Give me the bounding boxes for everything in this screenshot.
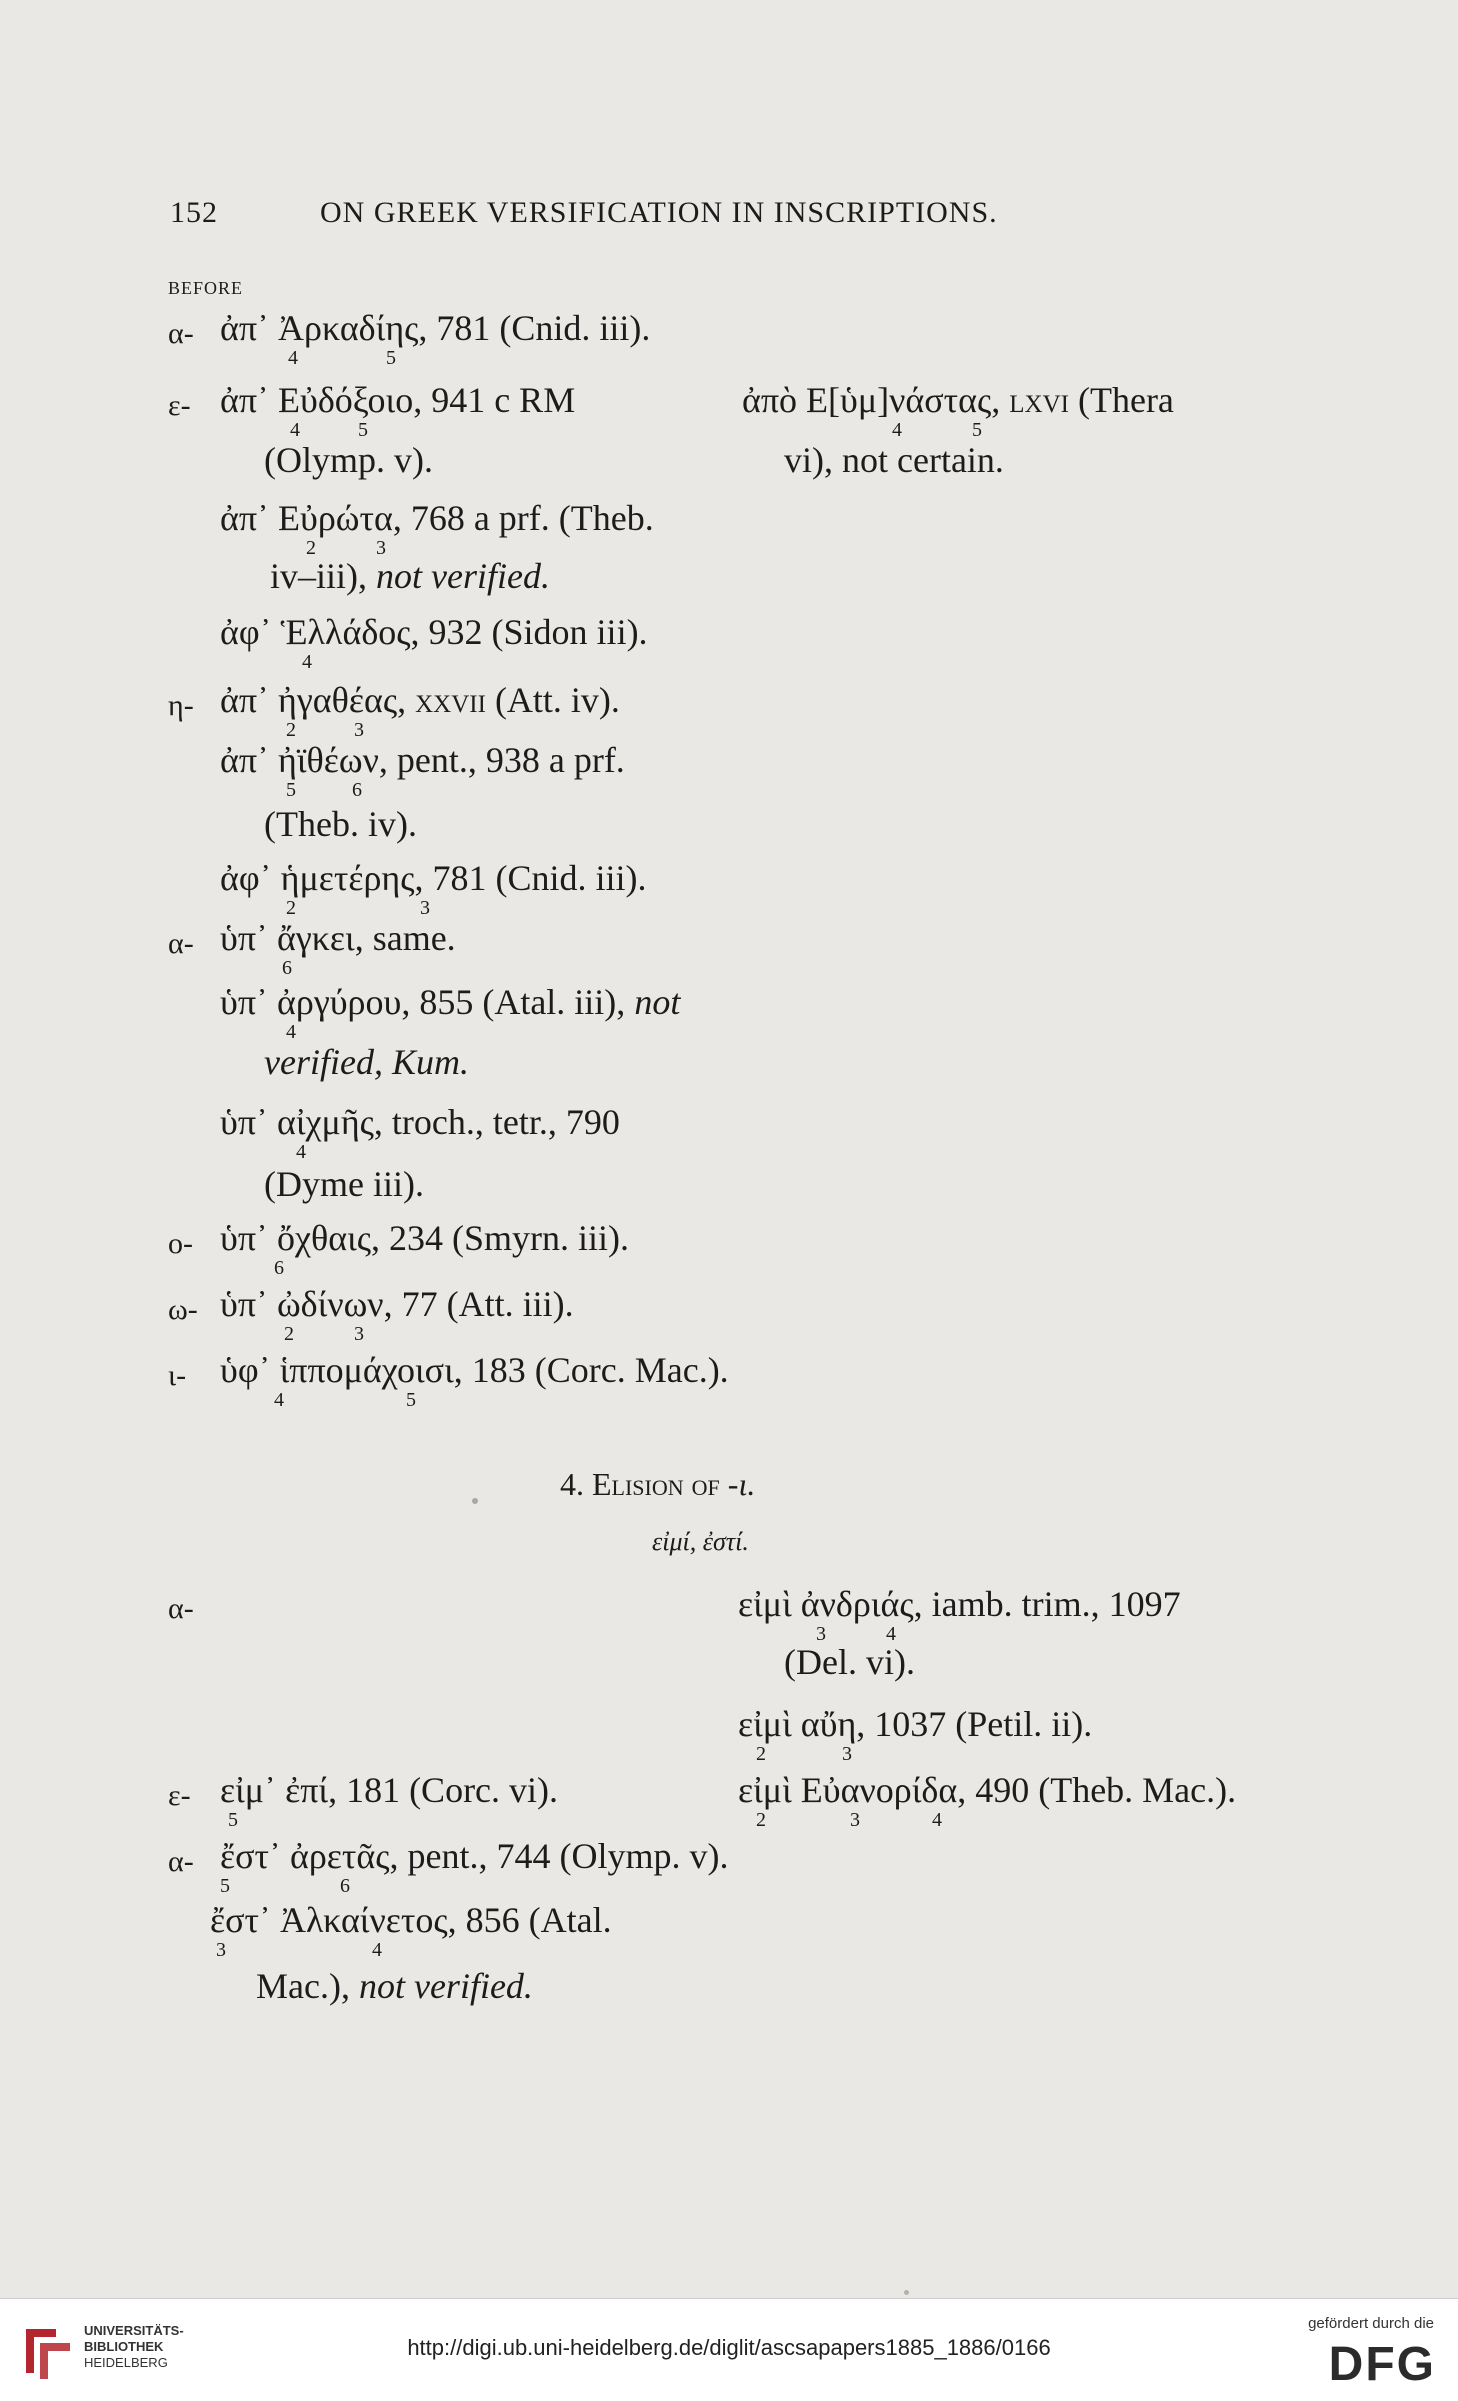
syllable-number: 2 [286, 719, 296, 741]
syllable-number: 3 [354, 1323, 364, 1345]
syllable-number: 3 [420, 897, 430, 919]
syllable-number: 6 [352, 779, 362, 801]
entry-text: ὑφ᾽ ἱππομάχοισι, 183 (Corc. Mac.). [220, 1350, 729, 1390]
roman-numeral: lxvi [1009, 380, 1069, 420]
syllable-number: 4 [286, 1021, 296, 1043]
italic-note: not verified. [376, 556, 550, 596]
entry-line [738, 1584, 1181, 1645]
syllable-number: 2 [756, 1809, 766, 1831]
syllable-number: 3 [216, 1939, 226, 1961]
syllable-number: 4 [302, 651, 312, 673]
syllable-number: 5 [972, 419, 982, 441]
entry-label: α- [168, 317, 194, 350]
italic-note: not [634, 982, 681, 1022]
syllable-number: 6 [340, 1875, 350, 1897]
syllable-number: 3 [376, 537, 386, 559]
entry-text: ἀπ᾽ ἠγαθέας, xxvii (Att. iv). [220, 680, 620, 720]
entry-label: ι- [168, 1359, 187, 1392]
syllable-number: 4 [274, 1389, 284, 1411]
entry-text: ἀπὸ Ε[ὑμ]νάστας, [742, 380, 1001, 420]
entry-text: ἀπ᾽ Ἀρκαδίης, 781 (Cnid. iii). [220, 308, 651, 348]
syllable-number: 3 [816, 1623, 826, 1645]
italic-note: not verified. [358, 1966, 533, 2006]
entry-label: α- [168, 927, 194, 960]
entry-text: εἰμὶ Εὐανορίδα, 490 (Theb. Mac.). [738, 1770, 1237, 1810]
syllable-number: 3 [850, 1809, 860, 1831]
entry-text: εἰμ᾽ ἐπί, 181 (Corc. vi). [220, 1770, 559, 1810]
syllable-number: 2 [284, 1323, 294, 1345]
entry-line [220, 498, 654, 559]
syllable-number: 2 [306, 537, 316, 559]
entry-line [738, 1704, 1093, 1765]
entry-continuation: Mac.), not verified. [256, 1966, 533, 2006]
entry-label: ω- [168, 1293, 198, 1326]
footer-bar [0, 2298, 1458, 2401]
entry-line [742, 380, 1174, 441]
syllable-number: 4 [288, 347, 298, 369]
entry-text: ἀπ᾽ Εὐδόξοιο, 941 c RM [220, 380, 576, 420]
syllable-number: 5 [220, 1875, 230, 1897]
syllable-number: 4 [290, 419, 300, 441]
entry-text: ἀπ᾽ Εὐρώτα, 768 a prf. (Theb. [220, 498, 654, 538]
paper-speck [904, 2290, 909, 2295]
running-title: ON GREEK VERSIFICATION IN INSCRIPTIONS. [320, 196, 998, 229]
syllable-number: 3 [354, 719, 364, 741]
entry-text: εἰμὶ αὔη, 1037 (Petil. ii). [738, 1704, 1093, 1744]
syllable-number: 2 [286, 897, 296, 919]
entry-continuation: (Del. vi). [784, 1642, 915, 1682]
entry-label: ε- [168, 389, 191, 422]
syllable-number: 4 [372, 1939, 382, 1961]
entry-line [220, 612, 648, 673]
running-header [170, 196, 998, 230]
entry-text: ἔστ᾽ Ἀλκαίνετος, 856 (Atal. [210, 1900, 612, 1940]
page-number: 152 [170, 196, 218, 229]
source-url-link[interactable]: http://digi.ub.uni-heidelberg.de/diglit/ascsapapers1885_1886/0166 [407, 2335, 1051, 2360]
entry-text: ἔστ᾽ ἀρετᾶς, pent., 744 (Olymp. v). [220, 1836, 729, 1876]
entry-label: η- [168, 689, 194, 722]
entry-label: ο- [168, 1227, 193, 1260]
syllable-number: 4 [886, 1623, 896, 1645]
entry-line [220, 1102, 620, 1163]
entry-continuation: vi), not certain. [784, 440, 1004, 480]
entry-text: ἀπ᾽ ἠϊθέων, pent., 938 a prf. [220, 740, 625, 780]
syllable-number: 5 [386, 347, 396, 369]
before-label: BEFORE [168, 278, 244, 298]
italic-note: verified, Kum. [264, 1042, 469, 1082]
section-heading: 4. Elision of -ι. [560, 1466, 756, 1502]
syllable-number: 4 [296, 1141, 306, 1163]
entry-text: εἰμὶ ἀνδριάς, iamb. trim., 1097 [738, 1584, 1181, 1624]
syllable-number: 2 [756, 1743, 766, 1765]
syllable-number: 5 [406, 1389, 416, 1411]
syllable-number: 3 [842, 1743, 852, 1765]
entry-text: ὑπ᾽ ὠδίνων, 77 (Att. iii). [220, 1284, 574, 1324]
entry-text: (Thera [1077, 380, 1174, 420]
syllable-number: 5 [228, 1809, 238, 1831]
entry-line [220, 858, 647, 919]
syllable-number: 5 [358, 419, 368, 441]
entry-line [220, 740, 625, 801]
dfg-logo: DFG [1328, 2338, 1436, 2391]
entry-continuation: (Dyme iii). [264, 1164, 424, 1204]
entry-label: α- [168, 1592, 194, 1625]
entry-continuation: (Theb. iv). [264, 804, 417, 844]
library-name: UNIVERSITÄTS- BIBLIOTHEK HEIDELBERG [84, 2323, 184, 2370]
entry-text: ὑπ᾽ ἀργύρου, 855 (Atal. iii), [220, 982, 626, 1022]
entry-label: ε- [168, 1779, 191, 1812]
entry-text: ὑπ᾽ ἄγκει, same. [220, 918, 456, 958]
roman-numeral: xxvii [415, 680, 486, 720]
syllable-number: 4 [932, 1809, 942, 1831]
syllable-number: 6 [282, 957, 292, 979]
subsection-heading: εἰμί, ἐστί. [652, 1527, 749, 1556]
syllable-number: 6 [274, 1257, 284, 1279]
entry-text: ὑπ᾽ ὄχθαις, 234 (Smyrn. iii). [220, 1218, 630, 1258]
entry-line [220, 982, 681, 1043]
entry-continuation: iv–iii), not verified. [270, 556, 550, 596]
syllable-number: 5 [286, 779, 296, 801]
entry-label: α- [168, 1845, 194, 1878]
entry-continuation: (Olymp. v). [264, 440, 433, 480]
entry-text: ὑπ᾽ αἰχμῆς, troch., tetr., 790 [220, 1102, 620, 1142]
paper-speck [472, 1498, 478, 1504]
funder-caption: gefördert durch die [1308, 2315, 1434, 2332]
entry-text: ἀφ᾽ Ἑλλάδος, 932 (Sidon iii). [220, 612, 648, 652]
syllable-number: 4 [892, 419, 902, 441]
entry-line [738, 1770, 1237, 1831]
entry-text: ἀφ᾽ ἡμετέρης, 781 (Cnid. iii). [220, 858, 647, 898]
entry-line [210, 1900, 612, 1961]
